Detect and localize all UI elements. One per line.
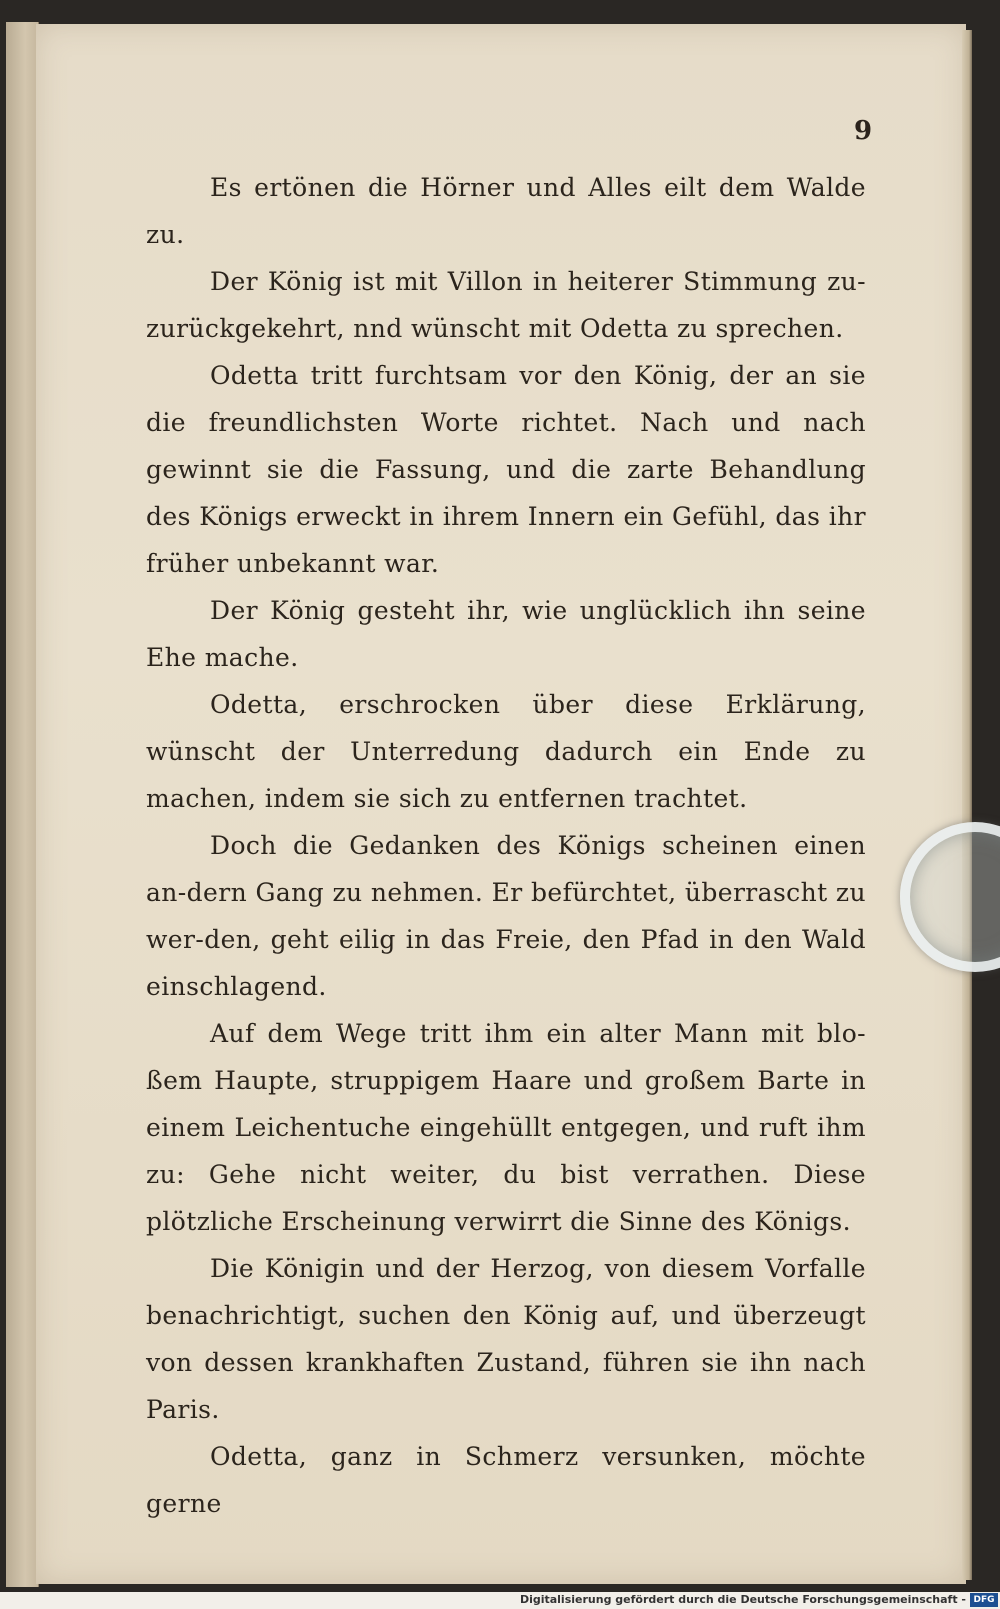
book-page: [36, 24, 966, 1584]
paragraph: Doch die Gedanken des Königs scheinen einen an-dern Gang zu nehmen. Er befürchtet, überrascht zu wer-den, geht eilig in das Freie, den Pfad in den Wald einschlagend.: [146, 831, 866, 1001]
page-number: 9: [854, 116, 873, 146]
paragraph: Odetta, ganz in Schmerz versunken, möchte gerne: [146, 1442, 866, 1518]
page-stack-edge: [962, 30, 972, 1580]
paragraph: Es ertönen die Hörner und Alles eilt dem Walde zu.: [146, 173, 866, 249]
credit-text: Digitalisierung gefördert durch die Deutsche Forschungsgemeinschaft -: [519, 1593, 966, 1606]
paragraph: Auf dem Wege tritt ihm ein alter Mann mit blo-ßem Haupte, struppigem Haare und großem Barte in einem Leichentuche eingehüllt entgegen, und ruft ihm zu: Gehe nicht weiter, du bist verrathen. Diese plötzliche Erscheinung verwirrt die Sinne des Königs.: [146, 1019, 866, 1236]
paragraph: Odetta, erschrocken über diese Erklärung, wünscht der Unterredung dadurch ein Ende zu machen, indem sie sich zu entfernen trachtet.: [146, 690, 866, 813]
footer: [0, 1592, 1000, 1609]
dfg-logo-icon: DFG: [970, 1593, 998, 1607]
paragraph: Der König gesteht ihr, wie unglücklich ihn seine Ehe mache.: [146, 596, 866, 672]
page-text: [146, 164, 866, 1527]
paragraph: Der König ist mit Villon in heiterer Stimmung zu-zurückgekehrt, nnd wünscht mit Odetta zu sprechen.: [146, 267, 866, 343]
back-page-edge: [6, 22, 39, 1587]
paragraph: Die Königin und der Herzog, von diesem Vorfalle benachrichtigt, suchen den König auf, und überzeugt von dessen krankhaften Zustand, führen sie ihn nach Paris.: [146, 1254, 866, 1424]
paragraph: Odetta tritt furchtsam vor den König, der an sie die freundlichsten Worte richtet. Nach und nach gewinnt sie die Fassung, und die zarte Behandlung des Königs erweckt in ihrem Innern ein Gefühl, das ihr früher unbekannt war.: [146, 361, 866, 578]
